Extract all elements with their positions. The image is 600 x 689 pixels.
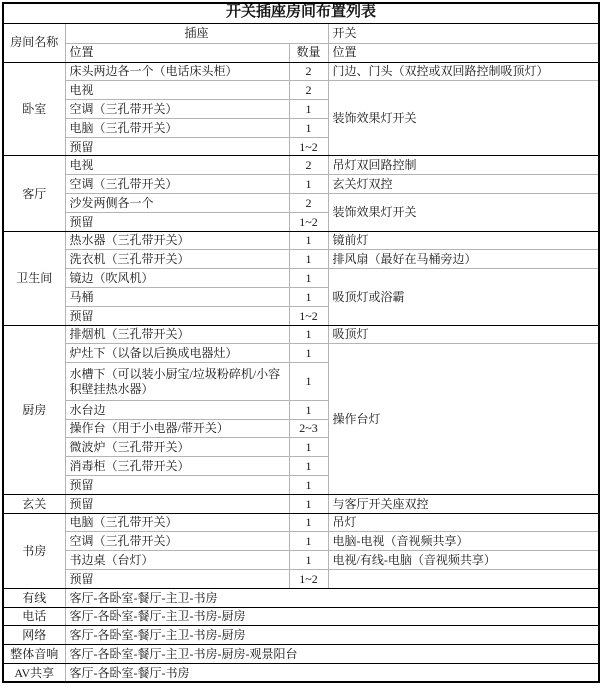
page-title: 开关插座房间布置列表 — [3, 3, 599, 23]
room-name-cell: 客厅 — [3, 156, 65, 231]
socket-position-cell: 电脑（三孔带开关） — [65, 118, 289, 137]
table-row — [3, 551, 599, 570]
category-rooms-cell: 客厅-各卧室-餐厅-书房 — [65, 664, 599, 683]
socket-position-cell: 书边桌（台灯） — [65, 551, 289, 570]
switch-position-cell: 玄关灯双控 — [328, 175, 599, 194]
socket-position-cell: 沙发两侧各一个 — [65, 194, 289, 213]
header-switch-group: 开关 — [328, 23, 599, 43]
socket-quantity-cell: 1 — [289, 231, 328, 250]
table-row — [3, 250, 599, 269]
socket-quantity-cell: 1~2 — [289, 306, 328, 325]
socket-quantity-cell: 2 — [289, 81, 328, 100]
switch-position-cell: 与客厅开关座双控 — [328, 494, 599, 513]
socket-quantity-cell: 1 — [289, 344, 328, 363]
table-row — [3, 23, 599, 43]
switch-position-cell: 吊灯 — [328, 513, 599, 532]
socket-quantity-cell: 1 — [289, 175, 328, 194]
room-name-cell: 厨房 — [3, 325, 65, 494]
socket-position-cell: 空调（三孔带开关） — [65, 175, 289, 194]
socket-quantity-cell: 1 — [289, 400, 328, 419]
table-row — [3, 344, 599, 363]
header-socket-quantity: 数量 — [289, 43, 328, 62]
table-row — [3, 43, 599, 62]
socket-quantity-cell: 2 — [289, 194, 328, 213]
socket-position-cell: 排烟机（三孔带开关） — [65, 325, 289, 344]
socket-quantity-cell: 1 — [289, 250, 328, 269]
switch-position-cell: 装饰效果灯开关 — [328, 194, 599, 232]
table-row — [3, 664, 599, 683]
table-row — [3, 325, 599, 344]
table-row — [3, 645, 599, 664]
socket-quantity-cell: 1 — [289, 532, 328, 551]
room-name-cell: 玄关 — [3, 494, 65, 513]
switch-position-cell: 吊灯双回路控制 — [328, 156, 599, 175]
socket-position-cell: 微波炉（三孔带开关） — [65, 438, 289, 457]
socket-position-cell: 消毒柜（三孔带开关） — [65, 457, 289, 476]
socket-quantity-cell: 1 — [289, 438, 328, 457]
socket-quantity-cell: 2 — [289, 156, 328, 175]
table-row — [3, 570, 599, 589]
room-name-cell: 书房 — [3, 513, 65, 588]
socket-quantity-cell: 1 — [289, 551, 328, 570]
table-row — [3, 231, 599, 250]
switch-position-cell: 电视/有线-电脑（音视频共享） — [328, 551, 599, 570]
table-row — [3, 607, 599, 626]
socket-quantity-cell: 1 — [289, 513, 328, 532]
category-label-cell: 网络 — [3, 626, 65, 645]
table-row — [3, 513, 599, 532]
socket-quantity-cell: 1~2 — [289, 212, 328, 231]
table-row — [3, 156, 599, 175]
switch-position-cell: 电脑-电视（音视频共享） — [328, 532, 599, 551]
table-row — [3, 175, 599, 194]
room-name-cell: 卫生间 — [3, 231, 65, 325]
socket-position-cell: 预留 — [65, 476, 289, 495]
socket-quantity-cell: 1 — [289, 476, 328, 495]
category-rooms-cell: 客厅-各卧室-餐厅-主卫-书房 — [65, 588, 599, 607]
socket-position-cell: 水台边 — [65, 400, 289, 419]
table-row — [3, 269, 599, 288]
socket-quantity-cell: 1~2 — [289, 570, 328, 589]
table-row — [3, 3, 599, 23]
category-label-cell: AV共享 — [14, 665, 55, 680]
table-row — [3, 532, 599, 551]
table-row — [3, 81, 599, 100]
socket-quantity-cell: 1 — [289, 325, 328, 344]
socket-quantity-cell: 1 — [289, 269, 328, 288]
socket-position-cell: 马桶 — [65, 288, 289, 307]
header-switch-position: 位置 — [328, 43, 599, 62]
category-label-cell: 有线 — [3, 588, 65, 607]
socket-position-cell: 空调（三孔带开关） — [65, 100, 289, 119]
layout-table — [2, 2, 600, 683]
table-row — [3, 588, 599, 607]
switch-position-cell — [328, 570, 599, 589]
switch-position-cell: 排风扇（最好在马桶旁边） — [328, 250, 599, 269]
socket-quantity-cell: 1~2 — [289, 137, 328, 156]
table-row — [3, 626, 599, 645]
socket-quantity-cell: 1 — [289, 118, 328, 137]
category-label-cell: 整体音响 — [3, 645, 65, 664]
category-rooms-cell: 客厅-各卧室-餐厅-主卫-书房-厨房-观景阳台 — [65, 645, 599, 664]
socket-position-cell: 预留 — [65, 212, 289, 231]
socket-quantity-cell: 1 — [289, 457, 328, 476]
socket-quantity-cell: 2~3 — [289, 419, 328, 438]
socket-position-cell: 镜边（吹风机） — [65, 269, 289, 288]
switch-position-cell: 镜前灯 — [328, 231, 599, 250]
socket-position-cell: 预留 — [65, 570, 289, 589]
socket-position-cell: 电视 — [65, 156, 289, 175]
category-label-cell: 电话 — [3, 607, 65, 626]
socket-position-cell: 电脑（三孔带开关） — [65, 513, 289, 532]
table-row — [3, 194, 599, 213]
header-room-name: 房间名称 — [3, 23, 65, 62]
socket-position-cell: 电视 — [65, 81, 289, 100]
socket-quantity-cell: 1 — [289, 363, 328, 401]
socket-position-cell: 水槽下（可以装小厨宝/垃圾粉碎机/小容积壁挂热水器） — [65, 363, 289, 401]
switch-position-cell: 吸顶灯 — [328, 325, 599, 344]
socket-position-cell: 预留 — [65, 306, 289, 325]
socket-quantity-cell: 1 — [289, 494, 328, 513]
switch-position-cell: 操作台灯 — [328, 344, 599, 494]
switch-socket-layout-page — [0, 2, 600, 689]
table-row — [3, 62, 599, 81]
switch-position-cell: 装饰效果灯开关 — [328, 81, 599, 156]
socket-position-cell: 洗衣机（三孔带开关） — [65, 250, 289, 269]
socket-position-cell: 预留 — [65, 494, 289, 513]
socket-quantity-cell: 1 — [289, 288, 328, 307]
category-rooms-cell: 客厅-各卧室-餐厅-主卫-书房-厨房 — [65, 626, 599, 645]
socket-position-cell: 空调（三孔带开关） — [65, 532, 289, 551]
socket-position-cell: 炉灶下（以备以后换成电器灶） — [65, 344, 289, 363]
table-row — [3, 494, 599, 513]
socket-quantity-cell: 1 — [289, 100, 328, 119]
socket-position-cell: 预留 — [65, 137, 289, 156]
switch-position-cell: 门边、门头（双控或双回路控制吸顶灯） — [328, 62, 599, 81]
socket-quantity-cell: 2 — [289, 62, 328, 81]
socket-position-cell: 热水器（三孔带开关） — [65, 231, 289, 250]
switch-position-cell: 吸顶灯或浴霸 — [328, 269, 599, 325]
header-socket-position: 位置 — [65, 43, 289, 62]
socket-position-cell: 床头两边各一个（电话床头柜） — [65, 62, 289, 81]
socket-position-cell: 操作台（用于小电器/带开关） — [65, 419, 289, 438]
category-rooms-cell: 客厅-各卧室-餐厅-主卫-书房-厨房 — [65, 607, 599, 626]
header-socket-group: 插座 — [65, 23, 328, 43]
room-name-cell: 卧室 — [3, 62, 65, 156]
